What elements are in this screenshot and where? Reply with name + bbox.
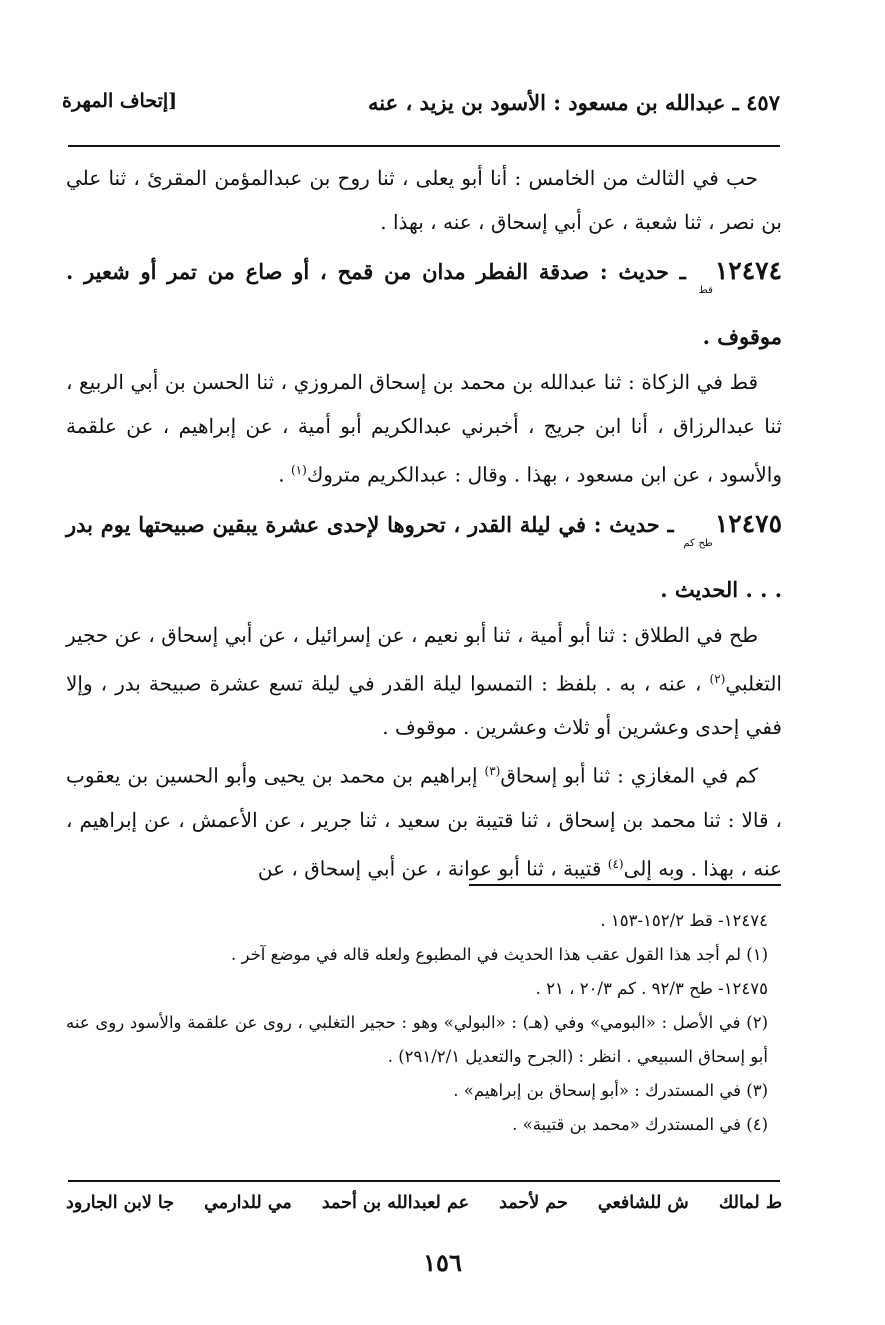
running-header — [62, 86, 780, 126]
paragraph-text: قط في الزكاة : ثنا عبدالله بن محمد بن إسحاق المروزي ، ثنا الحسن بن أبي الربيع ، ثنا عبدالرزاق ، أنا ابن جريج ، أخبرني عبدالكريم أبو أمية ، عن إبراهيم ، عن علقمة والأسود ، عن ابن مسعود ، بهذا . وقال : عبدالكريم متروك — [66, 370, 782, 487]
abbreviation-item: ط لمالك — [718, 1193, 782, 1213]
hadith-12475 — [66, 501, 782, 613]
footnote-ref-1: (١) — [290, 463, 307, 477]
abbreviations-rule — [68, 1180, 780, 1182]
paragraph-text: طح في الطلاق : ثنا أبو أمية ، ثنا أبو نعيم ، عن إسرائيل ، عن أبي إسحاق ، عن حجير التغلبي — [66, 622, 782, 696]
source-symbol: طح كم — [683, 537, 713, 549]
paragraph-text: قتيبة ، ثنا أبو عوانة ، عن أبي إسحاق ، عن — [257, 856, 608, 881]
footnote-ref-3: (٣) — [484, 764, 501, 779]
footnote-ref-4: (٤) — [607, 856, 624, 871]
hadith-text: ـ حديث : صدقة الفطر مدان من قمح ، أو صاع من تمر أو شعير . موقوف . — [66, 259, 782, 349]
footnote-item: ١٢٤٧٥- طح ٩٢/٣ . كم ٢٠/٣ ، ٢١ . — [535, 979, 768, 998]
abbreviation-item: عم لعبدالله بن أحمد — [321, 1193, 470, 1213]
footnote-item: (٢) في الأصل : «البومي» وفي (هـ) : «البولي» وهو : حجير التغلبي ، روى عن علقمة والأسود روى عنه أبو إسحاق السبيعي . انظر : (الجرح والتعديل ٢٩١/٢/١) . — [66, 1013, 768, 1066]
header-book-title: [إتحاف المهرة — [62, 90, 178, 112]
paragraph-text: كم في المغازي : ثنا أبو إسحاق — [500, 763, 758, 788]
footnote-item: (٤) في المستدرك «محمد بن قتيبة» . — [512, 1115, 768, 1134]
header-rule — [68, 145, 780, 147]
abbreviation-item: مي للدارمي — [204, 1193, 292, 1213]
main-text — [66, 156, 782, 891]
footnote-rule — [469, 884, 781, 886]
page-number: ١٥٦ — [423, 1248, 462, 1277]
paragraph-daraqutni — [66, 360, 782, 497]
source-symbol: قط — [698, 285, 713, 296]
paragraph-hakim — [66, 749, 782, 890]
footnote-item: (٣) في المستدرك : «أبو إسحاق بن إبراهيم» . — [453, 1081, 768, 1100]
paragraph-tahawi — [66, 613, 782, 750]
paragraph-text: إبراهيم بن محمد بن يحيى وأبو الحسين بن يعقوب ، قالا : ثنا محمد بن إسحاق ، ثنا قتيبة بن سعيد ، ثنا جرير ، عن الأعمش ، عن إبراهيم ، عنه ، بهذا . وبه إلى — [66, 763, 782, 881]
hadith-12474 — [66, 248, 782, 360]
footnote-ref-2: (٢) — [709, 671, 726, 686]
paragraph-ibn-hibban: حب في الثالث من الخامس : أنا أبو يعلى ، ثنا روح بن عبدالمؤمن المقرئ ، ثنا علي بن نصر ، ثنا شعبة ، عن أبي إسحاق ، عنه ، بهذا . — [66, 166, 782, 234]
hadith-number: ١٢٤٧٤ — [714, 256, 782, 285]
abbreviation-item: حم لأحمد — [499, 1193, 568, 1213]
abbreviations-legend — [66, 1193, 782, 1213]
footnotes — [66, 904, 782, 1142]
footnote-item: (١) لم أجد هذا القول عقب هذا الحديث في المطبوع ولعله قاله في موضع آخر . — [230, 945, 768, 964]
footnote-item: ١٢٤٧٤- قط ١٥٢/٢-١٥٣ . — [600, 911, 768, 930]
abbreviation-item: جا لابن الجارود — [66, 1193, 175, 1213]
paragraph-end: . — [278, 462, 291, 487]
header-title: ٤٥٧ ـ عبدالله بن مسعود : الأسود بن يزيد ، عنه — [368, 90, 780, 115]
hadith-number: ١٢٤٧٥ — [714, 508, 782, 538]
paragraph-text: ، عنه ، به . بلفظ : التمسوا ليلة القدر في ليلة تسع عشرة صبيحة بدر ، وإلا ففي إحدى وعشرين أو ثلاث وعشرين . موقوف . — [66, 671, 782, 740]
hadith-text: ـ حديث : في ليلة القدر ، تحروها لإحدى عشرة يبقين صبيحتها يوم بدر . . . الحديث . — [66, 511, 782, 602]
abbreviation-item: ش للشافعي — [597, 1193, 689, 1213]
